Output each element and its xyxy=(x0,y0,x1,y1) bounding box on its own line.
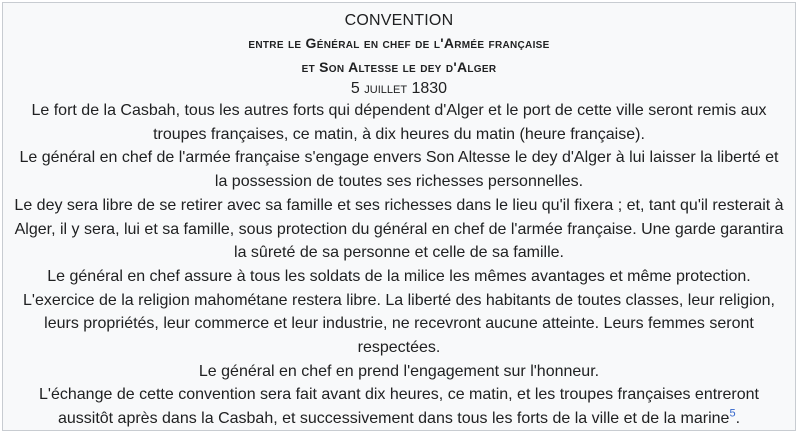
article-paragraph-3: Le dey sera libre de se retirer avec sa famille et ses richesses dans le lieu qu'il fixera ; et, tant qu'il resterait à Alger, il y sera, lui et sa famille, sous protection du général en chef de l'armée française. Une garde garantira la sûreté de sa personne et celle de sa famille. xyxy=(14,196,784,262)
article-paragraph-6: Le général en chef en prend l'engagement sur l'honneur. xyxy=(198,362,600,380)
convention-title: CONVENTION xyxy=(344,12,454,29)
convention-subtitle-line1: entre le Général en chef de l'Armée française xyxy=(248,35,550,51)
convention-date: 5 juillet 1830 xyxy=(350,80,448,97)
convention-quote-box xyxy=(2,2,796,431)
convention-subtitle-line2: et Son Altesse le dey d'Alger xyxy=(301,59,497,75)
footnote-reference-link[interactable]: 5 xyxy=(729,407,736,420)
article-paragraph-7-text: L'échange de cette convention sera fait avant dix heures, ce matin, et les troupes françaises entreront aussitôt après dans la Casbah, et successivement dans tous les forts de la ville et de la marine xyxy=(39,386,759,428)
article-paragraph-7: L'échange de cette convention sera fait avant dix heures, ce matin, et les troupes françaises entreront aussitôt après dans la Casbah, et successivement dans tous les forts de la ville et de la marine$^5$. xyxy=(39,386,759,428)
article-paragraph-1: Le fort de la Casbah, tous les autres forts qui dépendent d'Alger et le port de cette ville seront remis aux troupes françaises, ce matin, à dix heures du matin (heure française). xyxy=(31,102,767,143)
article-paragraph-4: Le général en chef assure à tous les soldats de la milice les mêmes avantages et même protection. xyxy=(47,267,751,285)
article-paragraph-2: Le général en chef de l'armée française s'engage envers Son Altesse le dey d'Alger à lui laisser la liberté et la possession de toutes ses richesses personnelles. xyxy=(19,149,779,191)
article-paragraph-5: L'exercice de la religion mahométane restera libre. La liberté des habitants de toutes classes, leur religion, leurs propriétés, leur commerce et leur industrie, ne recevront aucune atteinte. Leurs femmes seront respectées. xyxy=(23,291,775,357)
